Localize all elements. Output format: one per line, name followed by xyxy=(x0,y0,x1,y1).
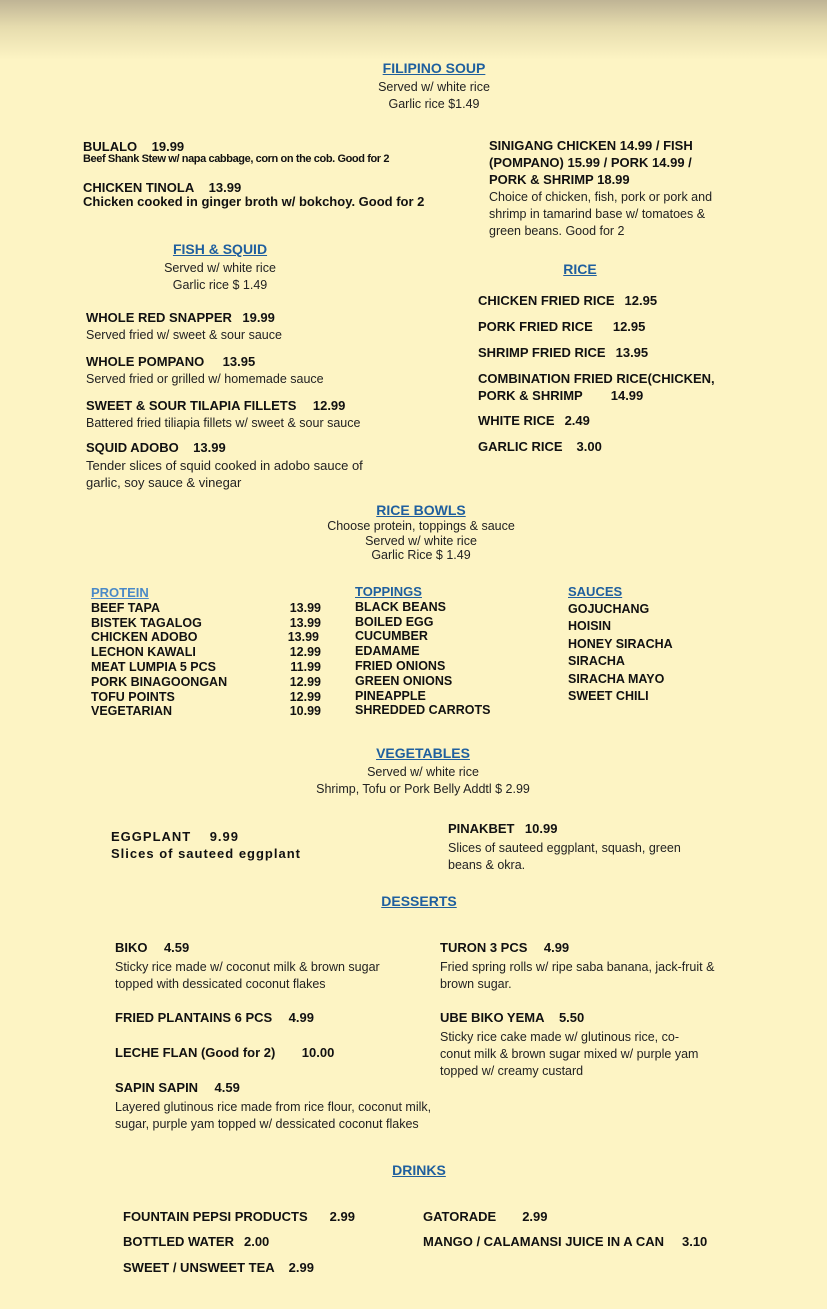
topping-item: CUCUMBER xyxy=(355,629,428,644)
item-price: 3.10 xyxy=(681,1234,708,1249)
plantains-item xyxy=(115,1009,314,1027)
item-name: FOUNTAIN PEPSI PRODUCTS xyxy=(123,1209,308,1224)
rice-item xyxy=(478,413,590,428)
item-price: 4.99 xyxy=(288,1010,314,1025)
bowls-note-rice: Served w/ white rice xyxy=(365,534,477,548)
item-name: PINAKBET xyxy=(448,821,515,836)
item-price: 2.99 xyxy=(329,1209,355,1224)
item-price: 4.99 xyxy=(543,940,570,955)
item-description: Slices of sauteed eggplant xyxy=(111,846,301,861)
item-price: 4.59 xyxy=(214,1080,240,1095)
item-price: 2.99 xyxy=(288,1260,314,1275)
protein-row xyxy=(91,630,321,645)
flan-item xyxy=(115,1044,334,1062)
item-price: 12.99 xyxy=(312,398,346,413)
item-description: Served fried w/ sweet & sour sauce xyxy=(86,328,282,342)
protein-name: LECHON KAWALI xyxy=(91,645,196,660)
item-price: 14.99 xyxy=(610,388,644,403)
topping-item: SHREDDED CARROTS xyxy=(355,703,491,718)
protein-price: 13.99 xyxy=(287,630,319,645)
protein-name: TOFU POINTS xyxy=(91,689,175,704)
toppings-heading: TOPPINGS xyxy=(355,584,422,599)
ube-item xyxy=(440,1009,705,1080)
protein-column xyxy=(91,586,321,719)
item-name: SAPIN SAPIN xyxy=(115,1080,199,1095)
item-name: GARLIC RICE xyxy=(478,439,563,454)
protein-name: PORK BINAGOONGAN xyxy=(91,674,228,689)
rice-bowls-heading: RICE BOWLS xyxy=(376,502,466,518)
protein-name: BEEF TAPA xyxy=(91,600,160,615)
fish-squid-heading: FISH & SQUID xyxy=(172,241,268,257)
item-description: Slices of sauteed eggplant, squash, green beans & okra. xyxy=(448,841,681,872)
item-price: 13.95 xyxy=(615,345,649,360)
protein-row xyxy=(91,675,321,690)
bowls-note-choose: Choose protein, toppings & sauce xyxy=(327,519,515,533)
protein-price: 13.99 xyxy=(289,600,321,615)
item-name: BOTTLED WATER xyxy=(123,1234,234,1249)
sauce-item: HONEY SIRACHA xyxy=(568,636,673,651)
sinigang-name: SINIGANG CHICKEN 14.99 / FISH (POMPANO) 15.99 / PORK 14.99 / PORK & SHRIMP 18.99 xyxy=(489,138,693,187)
sauce-item: HOISIN xyxy=(568,619,612,633)
item-price: 2.99 xyxy=(522,1209,548,1224)
fish-note-rice: Served w/ white rice xyxy=(164,261,276,275)
fish-note-garlic: Garlic rice $ 1.49 xyxy=(172,278,268,292)
protein-price: 13.99 xyxy=(289,615,321,630)
item-description: Battered fried tiliapia fillets w/ sweet & sour sauce xyxy=(86,416,361,430)
fish-item xyxy=(86,397,406,432)
drink-item xyxy=(123,1260,314,1275)
item-name: LECHE FLAN (Good for 2) xyxy=(115,1045,276,1060)
item-name: GATORADE xyxy=(423,1209,497,1224)
item-name: COMBINATION FRIED RICE(CHICKEN, PORK & SHRIMP xyxy=(478,371,715,403)
item-name: PORK FRIED RICE xyxy=(478,319,593,334)
item-name: WHOLE RED SNAPPER xyxy=(86,310,232,325)
item-price: 13.99 xyxy=(193,440,226,455)
topping-item: EDAMAME xyxy=(355,644,420,659)
item-name: CHICKEN FRIED RICE xyxy=(478,293,615,308)
item-price: 5.50 xyxy=(558,1010,585,1025)
item-description: Sticky rice made w/ coconut milk & brown sugar topped with dessicated coconut flakes xyxy=(115,960,380,991)
item-price: 3.00 xyxy=(576,439,602,454)
item-name: BIKO xyxy=(115,940,148,955)
item-price: 13.95 xyxy=(222,354,256,369)
sauce-item: GOJUCHANG xyxy=(568,601,650,616)
bowls-note-garlic: Garlic Rice $ 1.49 xyxy=(371,548,471,562)
protein-name: BISTEK TAGALOG xyxy=(91,615,202,630)
protein-row xyxy=(91,660,321,675)
topping-item: PINEAPPLE xyxy=(355,688,426,703)
rice-item xyxy=(478,293,657,308)
item-price: 19.99 xyxy=(151,139,185,154)
item-name: SHRIMP FRIED RICE xyxy=(478,345,606,360)
sinigang-description: Choice of chicken, fish, pork or pork and shrimp in tamarind base w/ tomatoes & green beans. Good for 2 xyxy=(489,190,713,238)
protein-price: 12.99 xyxy=(289,689,321,704)
vegetables-heading: VEGETABLES xyxy=(376,745,470,761)
sauce-item: SIRACHA xyxy=(568,654,625,668)
item-name: SWEET / UNSWEET TEA xyxy=(123,1260,275,1275)
item-price: 9.99 xyxy=(209,829,239,844)
topping-item: FRIED ONIONS xyxy=(355,658,446,673)
rice-item xyxy=(478,439,602,454)
item-name: WHOLE POMPANO xyxy=(86,354,205,369)
fish-item xyxy=(86,439,371,491)
item-name: BULALO xyxy=(83,139,138,154)
rice-heading: RICE xyxy=(563,261,597,277)
protein-price: 12.99 xyxy=(289,645,321,660)
drink-item xyxy=(423,1209,548,1224)
protein-row xyxy=(91,616,321,631)
rice-item xyxy=(478,345,648,360)
item-price: 12.95 xyxy=(612,319,646,334)
item-price: 4.59 xyxy=(163,940,190,955)
item-price: 2.00 xyxy=(243,1234,270,1249)
protein-row xyxy=(91,704,321,719)
item-description: Fried spring rolls w/ ripe saba banana, jack-fruit & brown sugar. xyxy=(440,960,715,991)
item-description: Served fried or grilled w/ homemade sauce xyxy=(86,372,324,386)
toppings-column xyxy=(355,585,525,718)
item-name: SWEET & SOUR TILAPIA FILLETS xyxy=(86,398,297,413)
protein-row xyxy=(91,690,321,705)
item-description: Layered glutinous rice made from rice flour, coconut milk, sugar, purple yam topped w/ dessicated coconut flakes xyxy=(115,1100,432,1131)
protein-heading: PROTEIN xyxy=(91,585,149,600)
item-name: SQUID ADOBO xyxy=(86,440,179,455)
item-name: WHITE RICE xyxy=(478,413,555,428)
rice-item xyxy=(478,370,748,404)
item-price: 10.99 xyxy=(524,821,558,836)
item-price: 12.95 xyxy=(624,293,658,308)
soup-note-garlic: Garlic rice $1.49 xyxy=(388,97,480,111)
drinks-heading: DRINKS xyxy=(392,1162,446,1178)
eggplant-item xyxy=(111,828,301,861)
protein-row xyxy=(91,645,321,660)
item-name: EGGPLANT xyxy=(111,829,192,844)
protein-price: 10.99 xyxy=(289,704,321,719)
protein-name: VEGETARIAN xyxy=(91,704,173,719)
desserts-heading: DESSERTS xyxy=(381,893,457,909)
topping-item: BOILED EGG xyxy=(355,614,434,629)
drink-item xyxy=(423,1234,707,1249)
sauces-column xyxy=(568,583,718,706)
pinakbet-item xyxy=(448,820,718,874)
item-name: UBE BIKO YEMA xyxy=(440,1010,545,1025)
protein-price: 11.99 xyxy=(290,659,321,674)
soup-note-rice: Served w/ white rice xyxy=(378,80,490,94)
drink-item xyxy=(123,1209,355,1224)
fish-item xyxy=(86,309,406,344)
top-shadow xyxy=(0,0,827,60)
veg-note-rice: Served w/ white rice xyxy=(367,765,479,779)
veg-note-addtl: Shrimp, Tofu or Pork Belly Addtl $ 2.99 xyxy=(316,782,530,796)
protein-price: 12.99 xyxy=(289,674,321,689)
item-name: CHICKEN TINOLA xyxy=(83,180,195,195)
topping-item: BLACK BEANS xyxy=(355,599,446,614)
fish-item xyxy=(86,353,406,388)
item-name: TURON 3 PCS xyxy=(440,940,528,955)
item-name: MANGO / CALAMANSI JUICE IN A CAN xyxy=(423,1234,664,1249)
rice-item xyxy=(478,319,645,334)
item-price: 19.99 xyxy=(242,310,275,325)
item-description: Sticky rice cake made w/ glutinous rice, co-conut milk & brown sugar mixed w/ purple yam topped w/ creamy custard xyxy=(440,1030,699,1078)
item-name: FRIED PLANTAINS 6 PCS xyxy=(115,1010,273,1025)
topping-item: GREEN ONIONS xyxy=(355,673,453,688)
item-price: 13.99 xyxy=(208,180,242,195)
protein-name: MEAT LUMPIA 5 PCS xyxy=(91,659,217,674)
tinola-description: Chicken cooked in ginger broth w/ bokchoy. Good for 2 xyxy=(83,194,425,209)
protein-row xyxy=(91,601,321,616)
item-price: 10.00 xyxy=(301,1045,335,1060)
item-description: Tender slices of squid cooked in adobo sauce of garlic, soy sauce & vinegar xyxy=(86,458,363,490)
turon-item xyxy=(440,939,715,993)
drink-item xyxy=(123,1234,269,1249)
biko-item xyxy=(115,939,415,993)
bulalo-description: Beef Shank Stew w/ napa cabbage, corn on the cob. Good for 2 xyxy=(83,153,390,165)
item-price: 2.49 xyxy=(564,413,590,428)
sauce-item: SWEET CHILI xyxy=(568,689,649,703)
sauces-heading: SAUCES xyxy=(568,584,623,599)
protein-name: CHICKEN ADOBO xyxy=(91,630,198,645)
filipino-soup-heading: FILIPINO SOUP xyxy=(382,60,486,76)
sauce-item: SIRACHA MAYO xyxy=(568,671,665,686)
sapin-item xyxy=(115,1079,445,1133)
